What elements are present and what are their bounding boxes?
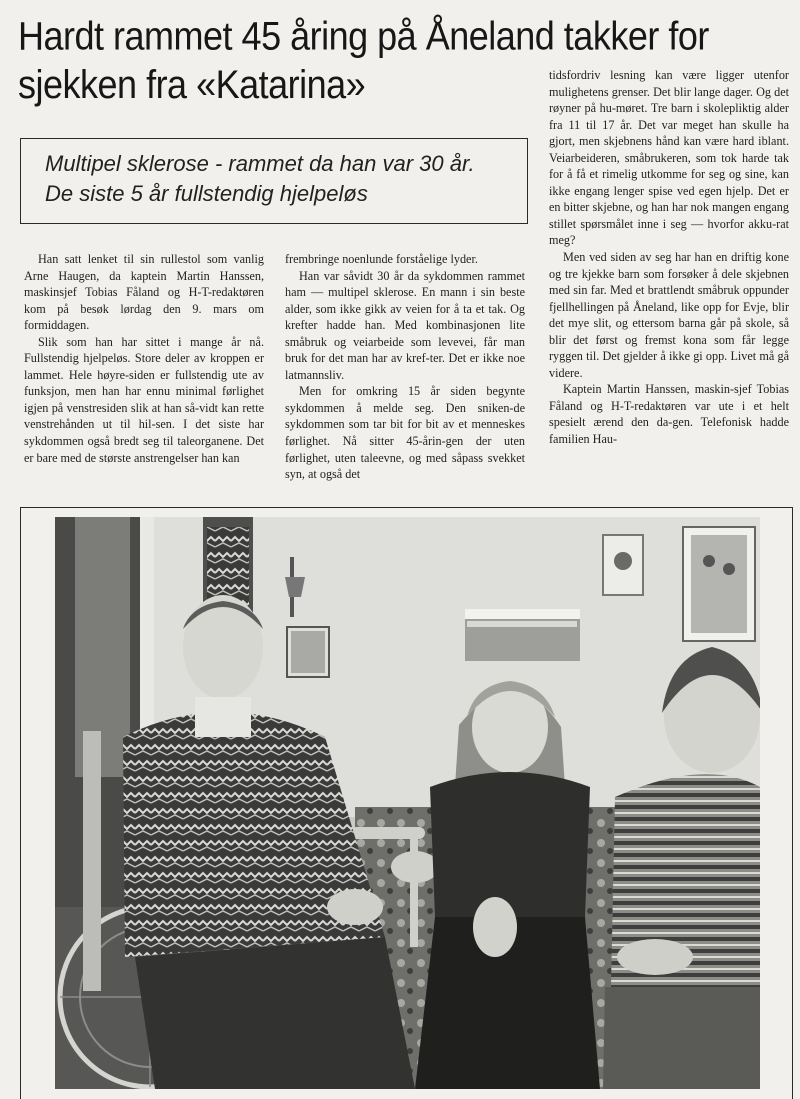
headline-line-2: sjekken fra «Katarina» — [18, 61, 366, 107]
paragraph: Men ved siden av seg har han en driftig kone og tre kjekke barn som forsøker å dele skjebnen med sin far. Med et brattlendt småbruk oppunder fjellhellingen på Åneland, like opp for Evje, blir det mye slit, og ettersom barna går på skole, så blir det først og fremst kona som får legge ryggen til. Det gjelder å ikke gi opp. Livet må gå videre. — [549, 250, 789, 380]
subheading-line-2: De siste 5 år fullstendig hjelpeløs — [45, 181, 368, 206]
paragraph: Kaptein Martin Hanssen, maskin-sjef Tobias Fåland og H-T-redaktøren var ute i et helt spesielt ærend den da-gen. Telefonisk hadde familien Hau- — [549, 382, 789, 447]
article-column-1 — [24, 251, 264, 466]
subheading-line-1: Multipel sklerose - rammet da han var 30 år. — [45, 151, 475, 176]
paragraph: Slik som han har sittet i mange år nå. Fullstendig hjelpeløs. Store deler av kroppen er lammet. Hele høyre-siden er fullstendig ute av funksjon, men han har ennu minimal førlighet igjen på venstresiden slik at han så-vidt kan rette venstrehånden ut til hil-sen. I det siste har sykdommen også bredt seg til taleorganene. Det er bare med de største anstrengelser han kan — [24, 334, 264, 465]
article-column-2 — [285, 251, 525, 483]
subheading-box — [20, 138, 528, 224]
paragraph: Men for omkring 15 år siden begynte sykdommen å melde seg. Den sniken-de sykdommen som tar bit for bit av et menneskes førlighet. Nå sitter 45-årin-gen der uten førlighet, uten taleevne, og med såpass svekket syn, at også det — [285, 384, 525, 482]
paragraph: tidsfordriv lesning kan være ligger utenfor mulighetens grenser. Det blir lange dager. Og det røyner på hu-møret. Tre barn i skolepliktig alder fra 11 til 17 år. Det var meget han skulle ha gjort, men skjebnens hånd kan være hard iblant. Veiarbeideren, småbrukeren, som tok harde tak for å få et rimelig utkomme for seg og sine, kan ikke engang lenger spise ved egen hjelp. Det er en bitter skjebne, og han har nok mangen engang stillet spørsmålet inne i seg — hvorfor akku-rat meg? — [549, 68, 789, 248]
family-photo-illustration — [55, 517, 760, 1089]
headline-line-1: Hardt rammet 45 åring på Åneland takker for — [18, 13, 709, 59]
paragraph: Han var såvidt 30 år da sykdommen rammet ham — multipel sklerose. En mann i sin beste alder, som ikke gikk av veien for å ta et tak. Og krefter hadde han. Med kombinasjonen lite småbruk og veiarbeide som levevei, får man bruk for det man har av kref-ter. Det er ikke noe latmannsliv. — [285, 268, 525, 382]
article-column-3 — [549, 67, 789, 448]
paragraph: Han satt lenket til sin rullestol som vanlig Arne Haugen, da kaptein Martin Hanssen, maskinsjef Tobias Fåland og H-T-redaktøren kom på besøk lørdag den 9. mars om formiddagen. — [24, 252, 264, 333]
family-photo — [55, 517, 760, 1089]
paragraph: frembringe noenlunde forståelige lyder. — [285, 252, 478, 266]
